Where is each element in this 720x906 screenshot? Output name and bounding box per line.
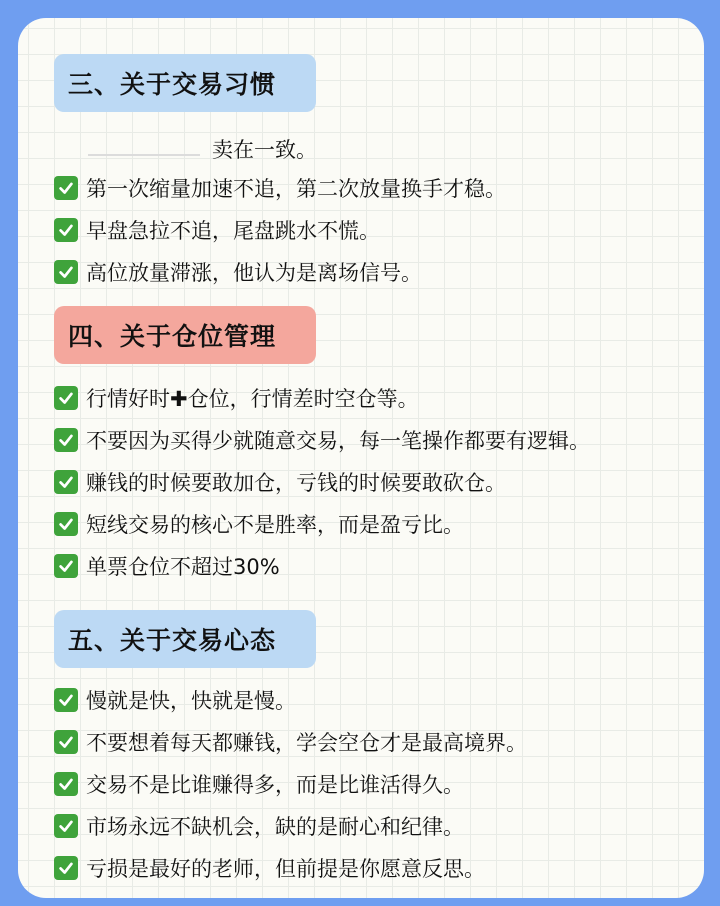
list-item-text: 不要因为买得少就随意交易，每一笔操作都要有逻辑。: [86, 429, 590, 453]
section-header-position-management: [54, 306, 316, 364]
check-mark-icon: [54, 730, 78, 754]
section-title: 四、关于仓位管理: [68, 322, 277, 351]
section-title: 五、关于交易心态: [68, 626, 277, 655]
list-item-text: 早盘急拉不追，尾盘跳水不慌。: [86, 219, 380, 243]
list-item-text: 不要想着每天都赚钱，学会空仓才是最高境界。: [86, 731, 527, 755]
list-item: [54, 852, 485, 884]
note-card: [18, 18, 704, 898]
list-item: [54, 768, 464, 800]
check-mark-icon: [54, 772, 78, 796]
list-item: [54, 726, 527, 758]
list-item: [54, 214, 380, 246]
check-mark-icon: [54, 428, 78, 452]
list-item: [54, 684, 296, 716]
check-mark-icon: [54, 814, 78, 838]
list-item: [54, 466, 506, 498]
list-item: [54, 172, 506, 204]
check-mark-icon: [54, 386, 78, 410]
list-item: [54, 550, 280, 582]
list-item-text: 行情好时✚仓位，行情差时空仓等。: [86, 387, 419, 411]
list-item: [54, 256, 422, 288]
list-item-text: 短线交易的核心不是胜率，而是盈亏比。: [86, 513, 464, 537]
section-header-trading-habits: [54, 54, 316, 112]
check-mark-icon: [54, 554, 78, 578]
section-header-trading-mindset: [54, 610, 316, 668]
text-fragment: 卖在一致。: [212, 138, 317, 162]
check-mark-icon: [54, 470, 78, 494]
list-item-text: 亏损是最好的老师，但前提是你愿意反思。: [86, 857, 485, 881]
check-mark-icon: [54, 260, 78, 284]
list-item: [54, 424, 590, 456]
list-item-text: 单票仓位不超过30%: [86, 555, 280, 579]
list-item-text: 高位放量滞涨，他认为是离场信号。: [86, 261, 422, 285]
list-item: [54, 508, 464, 540]
list-item-text: 交易不是比谁赚得多，而是比谁活得久。: [86, 773, 464, 797]
check-mark-icon: [54, 176, 78, 200]
redacted-text: [88, 154, 200, 156]
list-item: [54, 810, 464, 842]
list-item: [54, 382, 419, 414]
check-mark-icon: [54, 512, 78, 536]
list-item-text: 市场永远不缺机会，缺的是耐心和纪律。: [86, 815, 464, 839]
check-mark-icon: [54, 856, 78, 880]
section-title: 三、关于交易习惯: [68, 70, 277, 99]
check-mark-icon: [54, 218, 78, 242]
check-mark-icon: [54, 688, 78, 712]
list-item-text: 第一次缩量加速不追，第二次放量换手才稳。: [86, 177, 506, 201]
list-item-text: 赚钱的时候要敢加仓，亏钱的时候要敢砍仓。: [86, 471, 506, 495]
list-item-text: 慢就是快，快就是慢。: [86, 689, 296, 713]
